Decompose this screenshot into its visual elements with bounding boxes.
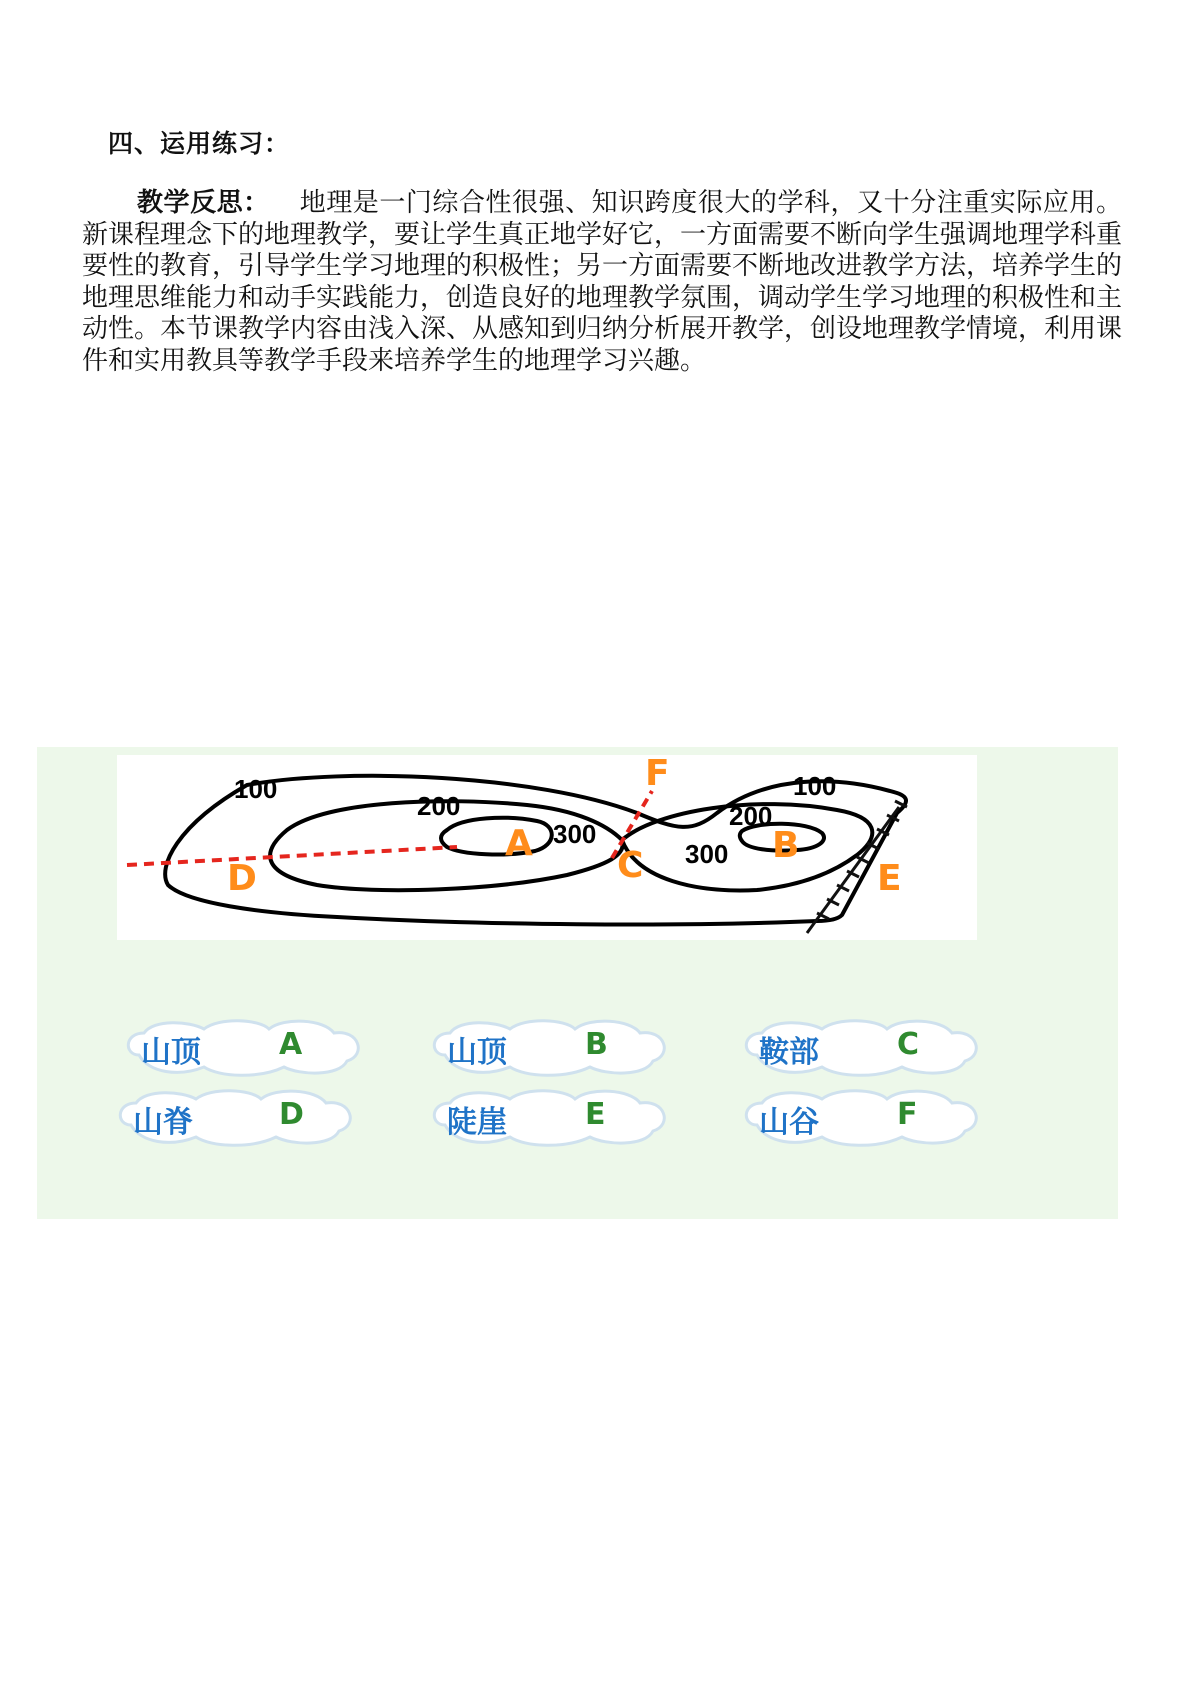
- answer-cloud: [737, 1085, 987, 1149]
- cloud-letter: F: [897, 1097, 918, 1132]
- ridge-dashed-line: [127, 847, 457, 865]
- answer-cloud: [425, 1015, 675, 1079]
- answer-cloud: [119, 1015, 369, 1079]
- contour-label-100-left: 100: [234, 774, 278, 804]
- contour-exercise-figure: [37, 747, 1118, 1219]
- answer-cloud: [111, 1085, 361, 1149]
- contour-label-300-right: 300: [685, 839, 729, 869]
- point-label-d: D: [227, 858, 257, 899]
- cloud-term: 陡崖: [447, 1105, 507, 1140]
- point-label-f: F: [645, 755, 670, 794]
- cloud-letter: B: [585, 1027, 608, 1062]
- cloud-term: 山脊: [133, 1105, 193, 1140]
- cloud-term: 鞍部: [759, 1035, 819, 1070]
- contour-line-300-left: [441, 818, 552, 855]
- point-label-a: A: [505, 823, 533, 864]
- point-label-c: C: [617, 845, 644, 886]
- point-label-b: B: [772, 825, 800, 866]
- point-label-e: E: [877, 858, 902, 899]
- contour-map-panel: [117, 755, 977, 940]
- cloud-letter: C: [897, 1027, 920, 1062]
- reflection-body: 地理是一门综合性很强、知识跨度很大的学科，又十分注重实际应用。新课程理念下的地理教学，要让学生真正地学好它，一方面需要不断向学生强调地理学科重要性的教育，引导学生学习地理的积极性；另一方面需要不断地改进教学方法，培养学生的地理思维能力和动手实践能力，创造良好的地理教学氛围，调动学生学习地理的积极性和主动性。本节课教学内容由浅入深、从感知到归纳分析展开教学，创设地理教学情境，利用课件和实用教具等教学手段来培养学生的地理学习兴趣。: [82, 188, 1123, 376]
- cloud-term: 山谷: [759, 1105, 819, 1140]
- contour-label-200-right: 200: [729, 801, 773, 831]
- cloud-term: 山顶: [447, 1035, 507, 1070]
- contour-label-200-left: 200: [417, 791, 461, 821]
- cloud-letter: A: [279, 1027, 303, 1062]
- contour-map: [117, 755, 977, 940]
- teaching-reflection: [82, 188, 1122, 377]
- reflection-label: 教学反思：: [137, 188, 270, 218]
- answer-cloud: [737, 1015, 987, 1079]
- answer-cloud: [425, 1085, 675, 1149]
- contour-label-300-left: 300: [553, 819, 597, 849]
- cloud-letter: D: [279, 1097, 304, 1132]
- cloud-letter: E: [585, 1097, 606, 1132]
- section-heading: 四、运用练习：: [108, 129, 291, 158]
- contour-label-100-right: 100: [793, 771, 837, 801]
- cloud-term: 山顶: [141, 1035, 201, 1070]
